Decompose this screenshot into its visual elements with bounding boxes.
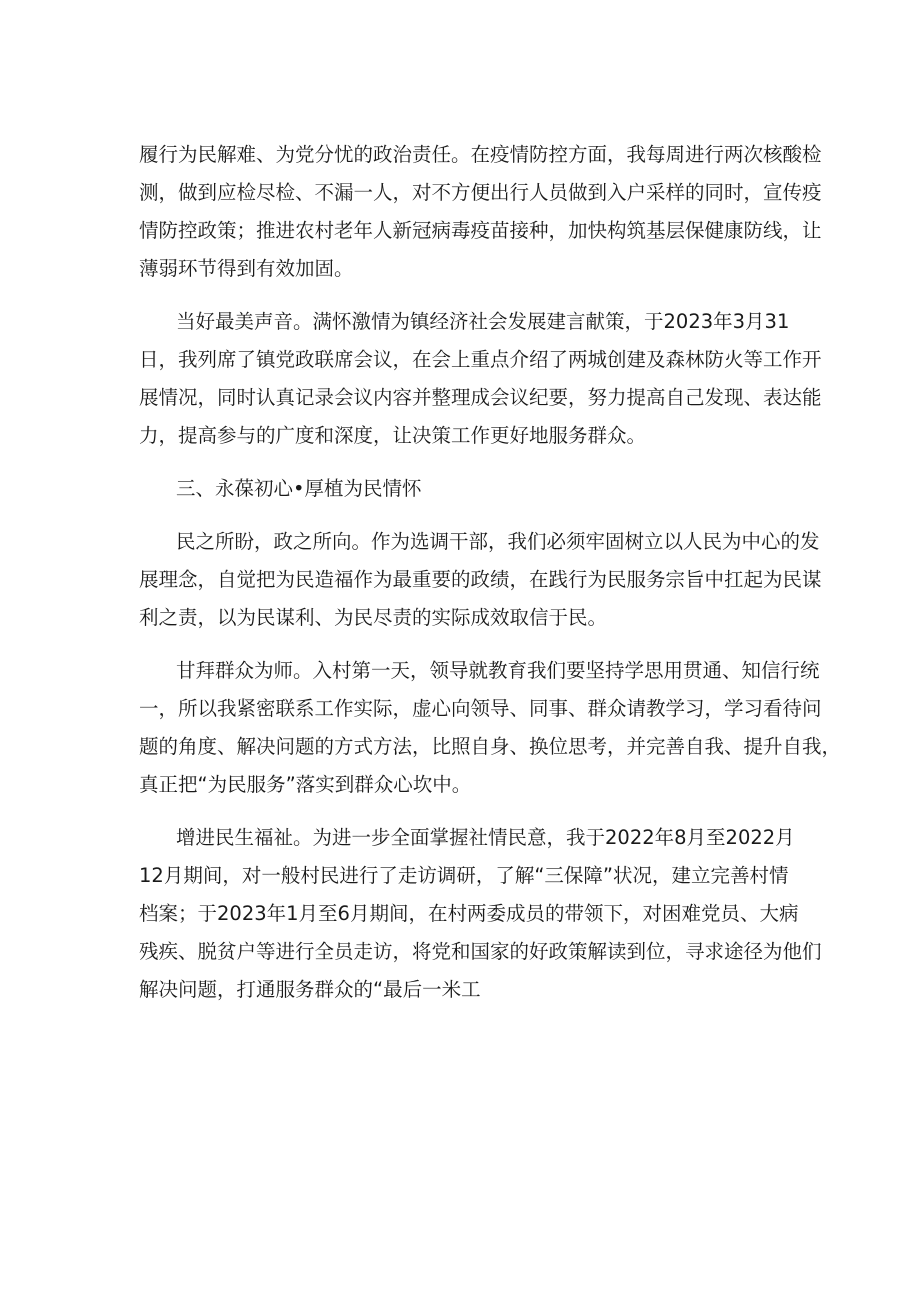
text-line: 一，所以我紧密联系工作实际，虚心向领导、同事、群众请教学习，学习看待问 — [139, 697, 822, 720]
document-body — [0, 136, 920, 1024]
text-line: 残疾、脱贫户等进行全员走访，将党和国家的好政策解读到位，寻求途径为他们 — [139, 940, 822, 963]
text-line: 档案；于2023年1月至6月期间，在村两委成员的带领下，对困难党员、大病 — [139, 902, 799, 925]
text-line: 测，做到应检尽检、不漏一人，对不方便出行人员做到入户采样的同时，宣传疫 — [139, 181, 822, 204]
text-line: 民之所盼，政之所向。作为选调干部，我们必须牢固树立以人民为中心的发 — [176, 530, 820, 553]
text-line: 日，我列席了镇党政联席会议，在会上重点介绍了两城创建及森林防火等工作开 — [139, 348, 822, 371]
text-line: 履行为民解难、为党分忧的政治责任。在疫情防控方面，我每周进行两次核酸检 — [139, 143, 822, 166]
text-line: 展理念，自觉把为民造福作为最重要的政绩，在践行为民服务宗旨中扛起为民谋 — [139, 568, 822, 591]
text-line: 增进民生福祉。为进一步全面掌握社情民意，我于2022年8月至2022月 — [176, 826, 795, 849]
paragraph-people-centered — [0, 523, 920, 637]
text-line: 甘拜群众为师。入村第一天，领导就教育我们要坚持学思用贯通、知信行统 — [176, 659, 820, 682]
section-heading-three — [0, 470, 920, 508]
paragraph-epidemic-duty — [0, 136, 920, 288]
text-line: 展情况，同时认真记录会议内容并整理成会议纪要，努力提高自己发现、表达能 — [139, 386, 822, 409]
text-line: 解决问题，打通服务群众的“最后一米工 — [139, 978, 481, 1001]
paragraph-learn-from-masses — [0, 652, 920, 804]
text-line: 薄弱环节得到有效加固。 — [139, 257, 354, 280]
section-heading: 三、永葆初心•厚植为民情怀 — [176, 477, 422, 500]
paragraph-wellbeing — [0, 819, 920, 1009]
text-line: 力，提高参与的广度和深度，让决策工作更好地服务群众。 — [139, 424, 647, 447]
text-line: 12月期间，对一般村民进行了走访调研，了解“三保障”状况，建立完善村情 — [139, 864, 789, 887]
paragraph-best-voice — [0, 303, 920, 455]
text-line: 当好最美声音。满怀激情为镇经济社会发展建言献策，于2023年3月31 — [176, 310, 790, 333]
text-line: 真正把“为民服务”落实到群众心坎中。 — [139, 773, 472, 796]
text-line: 题的角度、解决问题的方式方法，比照自身、换位思考，并完善自我、提升自我， — [139, 735, 842, 758]
text-line: 利之责，以为民谋利、为民尽责的实际成效取信于民。 — [139, 606, 608, 629]
text-line: 情防控政策；推进农村老年人新冠病毒疫苗接种，加快构筑基层保健康防线，让 — [139, 219, 822, 242]
